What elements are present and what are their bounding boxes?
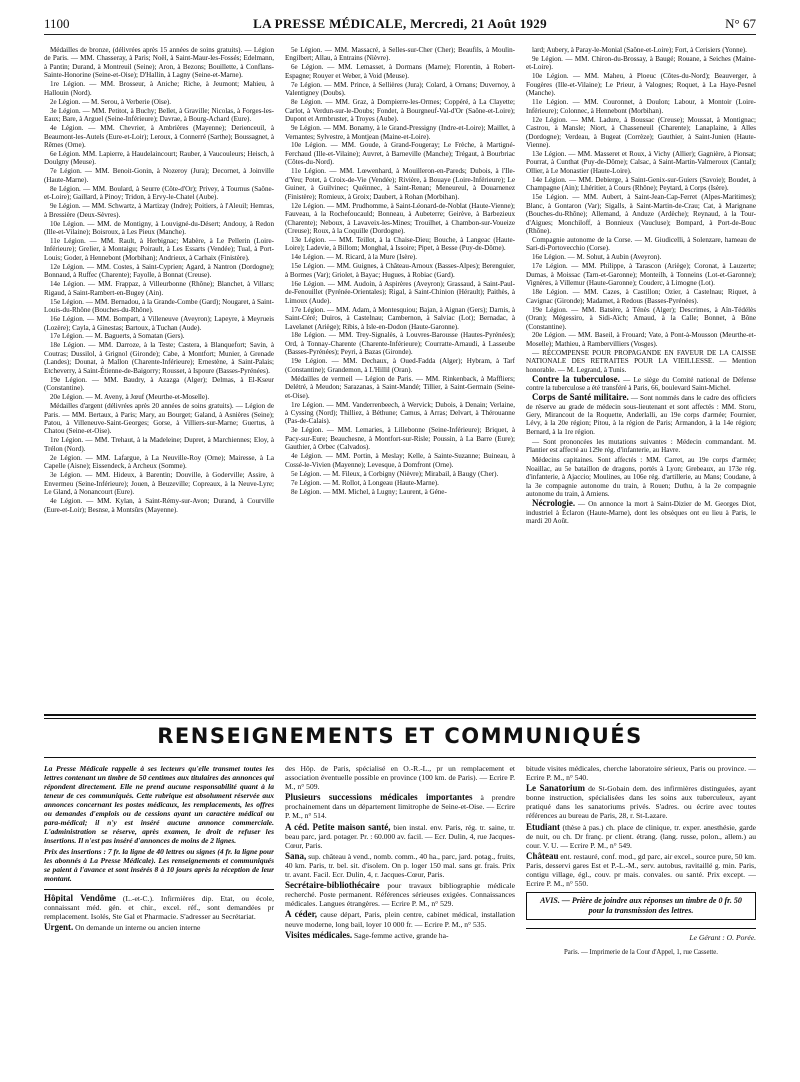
news-item bbox=[526, 499, 756, 525]
column-3 bbox=[526, 46, 756, 706]
paragraph: 10e Légion. — MM. de Montigny, à Louvigné-du-Désert; Andouy, à Redon (Ille-et-Vilaine); Boisroux, à Les Pieux (Manche). bbox=[44, 219, 274, 237]
paragraph: 11e Légion. — MM. Couronnet, à Doulon; Labour, à Montoir (Loire-Inférieure); Colonnec, à Hennebont (Morbihan). bbox=[526, 98, 756, 115]
paragraph: 18e Légion. — MM. Trey-Signalès, à Louvres-Barousse (Hautes-Pyrénées); Ord, à Tonnay-Charente (Charente-Inférieure); Courratte-Arnaudi, à Lasseube (Basses-Pyrénées); Peyri, à Bazas (Gironde). bbox=[285, 331, 515, 357]
ads-column-2 bbox=[285, 764, 515, 1074]
paragraph: 14e Légion. — MM. Frappaz, à Villeurbonne (Rhône); Blanchet, à Villars; Rigaud, à Saint-Rambert-en-Bugey (Ain). bbox=[44, 280, 274, 297]
news-item-title: Nécrologie. bbox=[532, 498, 576, 509]
paragraph: 20e Légion. — M. Aveny, à Jœuf (Meurthe-et-Moselle). bbox=[50, 393, 210, 402]
paragraph: 4e Légion. — MM. Portin, à Meslay; Kelle, à Sainte-Suzanne; Buineau, à Cossé-le-Vivien (Mayenne); Levesque, à Domfront (Orne). bbox=[285, 452, 515, 469]
column-2 bbox=[285, 46, 515, 706]
paragraph: 19e Légion. — MM. Dechaux, à Oued-Fadda (Alger); Hybram, à Tarf (Constantine); Grandemon, à L'Hillil (Oran). bbox=[285, 357, 515, 374]
paragraph: — RÉCOMPENSE POUR PROPAGANDE EN FAVEUR DE LA CAISSE NATIONALE DES RETRAITES POUR LA VIEILLESSE. — Mention honorable. — M. Legrand, à Tunis. bbox=[526, 348, 756, 374]
gerant-signature: Le Gérant : O. Porée. bbox=[526, 928, 756, 942]
paragraph: 12e Légion. — MM. Costes, à Saint-Cyprien; Agard, à Nantron (Dordogne); Bonnaud, à Ruffec (Charente); Fayolle, à Bonnat (Creuse). bbox=[44, 262, 274, 280]
paragraph: 20e Légion. — MM. Baseil, à Frouard; Vate, à Pont-à-Mousson (Meurthe-et-Moselle); Mathieu, à Rambervilliers (Vosges). bbox=[526, 331, 756, 348]
ad-item-title: Secrétaire-bibliothécaire bbox=[285, 880, 380, 891]
paragraph: 4e Légion. — MM. Kylan, à Saint-Rémy-sur-Avon; Durand, à Courville (Eure-et-Loir); Besnse, à Montsûrs (Mayenne). bbox=[44, 497, 274, 514]
paragraph: lard; Aubery, à Paray-le-Monial (Saône-et-Loire); Fort, à Cerisiers (Yonne). bbox=[532, 46, 747, 54]
paragraph: 14e Légion. — MM. Debierge, à Saint-Genix-sur-Guiers (Savoie); Boudet, à Champagne (Ain); Lhéritier, à Cours (Rhône); Peytard, à Corps (Isère). bbox=[526, 175, 756, 193]
paragraph: 16e Légion. — MM. Bompart, à Villeneuve (Aveyron); Lapeyre, à Meyrueis (Lozère); Cayla, à Ginestas; Bartoux, à Tuchan (Aude). bbox=[44, 315, 274, 332]
ad-item-title: Le Sanatorium bbox=[526, 783, 585, 794]
ad-item-text: ent. restauré, conf. mod., gd parc, air excel., source pure, 50 km. Paris, desservi gares Est et P.-L.-M., serv. autobus, ravitaillé g. min. Paris, contigu village, égl., couv. pr mais. convales. ou santé. Prix except. — Ecrire P. M., n° 550. bbox=[526, 851, 756, 889]
paragraph: 8e Légion. — MM. Michel, à Lugny; Laurent, à Géne- bbox=[291, 487, 447, 496]
banner-divider bbox=[44, 757, 756, 758]
paragraph: 1re Légion. — MM. Brosseur, à Aniche; Riche, à Jeumont; Mahieu, à Hallouin (Nord). bbox=[44, 80, 274, 97]
paragraph: 13e Légion. — MM. Masseret et Roux, à Vichy (Allier); Gagnière, à Pionsat; Pourrat, à Cunthat (Puy-de-Dôme); Calsac, à Saint-Martin-Valmeroux (Cantal); Ollier, à Le Monastier (Haute-Loire). bbox=[526, 149, 756, 175]
page-number: 1100 bbox=[44, 16, 70, 31]
ads-prices: Prix des insertions : 7 fr. la ligne de 40 lettres ou signes (4 fr. la ligne pour les abonnés à La Presse Médicale). Les renseignements et communiqués se paient à l'avance et sont insérés 8 à 10 jours après la réception de leur montant. bbox=[44, 847, 274, 883]
ads-intro-box bbox=[44, 764, 274, 890]
ad-item-text: des Hôp. de Paris, spécialisé en O.-R.-L., pr un remplacement et association éventuelle possible en province (100 km. de Paris). — Ecrire P. M., n° 509. bbox=[285, 764, 515, 792]
news-item-text: — Sont prononcées les mutations suivantes : Médecin commandant. M. Plantier est affecté au 129e rég. d'infanterie, au Havre. bbox=[526, 437, 756, 455]
ad-item-title: Etudiant bbox=[526, 821, 561, 832]
news-item-title: Corps de Santé militaire. bbox=[532, 392, 629, 403]
paragraph: 3e Légion. — MM. Petitot, à Buchy; Bellet, à Graville; Nicolas, à Forges-les-Eaux; Bare, à Arguel (Seine-Inférieure); Davrae, à Bourg-Achard (Eure). bbox=[44, 106, 274, 124]
ads-intro: La Presse Médicale rappelle à ses lecteurs qu'elle transmet toutes les lettres contenant un timbre de 50 centimes aux titulaires des annonces qui répondent directement. Elle ne prend aucune responsabilité quant à la teneur de ces communiqués. Cette rubrique est absolument réservée aux annonces concernant les postes médicaux, les remplacements, les offres ou demandes d'emplois ou de cessions ayant un caractère médical ou para-médical; il n'y est inséré aucune annonce commerciale. L'administration se réserve, après examen, le droit de refuser les insertions. Il n'est pas inséré d'annonces de moins de 2 lignes. bbox=[44, 764, 274, 845]
ad-item bbox=[285, 910, 515, 928]
news-item-text: — Sont nommés dans le cadre des officiers de réserve au grade de médecin sous-lieutenant et sont affectés : MM. Storu, Gery, Mirancout de la Roquette, Anderlalli, au 19e corps d'armée; Fournier, Lévy, à la 20e région; Pitou, à la région de Paris; Armandon, à la 14e région; Bernard, à la 1re région. bbox=[526, 394, 756, 436]
paragraph: 18e Légion. — MM. Darroze, à la Teste; Castera, à Blanquefort; Savin, à Coutras; Dussilol, à Grignol (Gironde); Cabe, à Montfort; Munier, à Grenade (Landes); Dounat, à Mallon (Charente-Inférieure); Ernestène, à Saint-Palais; Etcheverry, à Saint-Étienne-de-Baigorry; Rousset, à Ispoure (Basses-Pyrénées). bbox=[44, 341, 274, 375]
paragraph: 15e Légion. — MM. Bernadou, à la Grande-Combe (Gard); Nougaret, à Saint-Louis-du-Rhône (Bouches-du-Rhône). bbox=[44, 297, 274, 315]
ad-item-title: Plusieurs successions médicales importantes bbox=[285, 792, 473, 803]
paragraph: 8e Légion. — MM. Graz, à Dompierre-les-Ormes; Coppéré, à La Clayette; Carlot, à Verdun-sur-le-Doubs; Fondet, à Bourgneuf-Val-d'Or (Saône-et-Loire); Dupont et Armbruster, à Troyes (Aube). bbox=[285, 98, 515, 124]
news-item-text: — On annonce la mort à Saint-Dizier de M. Georges Diot, industriel à Éclaron (Haute-Marne), dont les obsèques ont eu lieu à Paris, le mardi 20 Août. bbox=[526, 500, 756, 525]
ad-item bbox=[285, 793, 515, 820]
ad-item-title: Château bbox=[526, 850, 559, 861]
paragraph: 17e Légion. — MM. Philippe, à Tarascon (Ariège); Coronat, à Lauzerte; Dumas, à Moissac (Tarn-et-Garonne); Monteilh, à Tonneins (Lot-et-Garonne); Vignères, à Villemur (Haute-Garonne); Couderc, à Limogne (Lot). bbox=[526, 262, 756, 288]
paragraph: 1re Légion. — MM. Vanderrenbeech, à Wervick; Dubois, à Denain; Verlaine, à Cyssing (Nord); Thilliez, à Béthune; Camus, à Arras; Delvart, à Thérouanne (Pas-de-Calais). bbox=[285, 400, 515, 426]
ad-item-text: pour travaux bibliographie médicale recherché. Poste permanent. Références sérieuses exigées. Connaissances médicales. Langues étrangères. — Ecrire P. M., n° 529. bbox=[285, 881, 515, 909]
paragraph: 3e Légion. — MM. Hideux, à Barentin; Douville, à Goderville; Assire, à Envermeu (Seine-Inférieure); Jouen, à Beuzeville; Copreaux, à la Neuve-Lyre; Le Gland, à Nonancourt (Eure). bbox=[44, 471, 274, 497]
paragraph: 2e Légion. — MM. Lafargue, à La Neuville-Roy (Orne); Mairesse, à La Capelle (Aisne); Eissendeck, à Archeux (Somme). bbox=[44, 453, 274, 471]
paragraph: 13e Légion. — MM. Teillot, à la Chaise-Dieu; Bouche, à Langeac (Haute-Loire); Ladevie, à Billom; Monghal, à Issoire; Pipet, à Besse (Puy-de-Dôme). bbox=[285, 235, 515, 253]
ad-item-text: cause départ, Paris, plein centre, cabinet médical, installation neuve moderne, long bail, loyer 10 000 fr. — Ecrire P. M., n° 535. bbox=[285, 910, 515, 929]
paragraph: 5e Légion. — M. Fileux, à Corbigny (Nièvre); Mirabail, à Baugy (Cher). bbox=[291, 469, 499, 478]
paragraph: 11e Légion. — MM. Rault, à Herbignac; Mabère, à Le Pellerin (Loire-Inférieure); Grelier, à Montaigu; Poirault, à Les Essarts (Vendée); Tual, à Port-Louis; Goder, à Hennebont (Morbihan); Andrieux, à Carhaix (Finistère). bbox=[44, 236, 274, 262]
ad-item-text: (thèse à pas.) ch. place de clinique, tr. exper. anesthésie, garde de nuit, ou ch. Dr franç. pr client. étrang. (lang. russe, polon., allem.) au cour. V. U. — Ecrire P. M., n° 549. bbox=[526, 822, 756, 850]
ad-item-text: On demande un interne ou ancien interne bbox=[73, 923, 201, 933]
paragraph: 16e Légion. — M. Sohut, à Aubin (Aveyron). bbox=[532, 253, 662, 262]
news-item bbox=[526, 437, 756, 455]
paragraph: Médailles de vermeil — Légion de Paris. — MM. Rinkenback, à Maffliers; Delétré, à Meudon; Sarazanas, à Saint-Mandé; Tillier, à Saint-Germain (Seine-et-Oise). bbox=[285, 374, 515, 400]
paragraph: 9e Légion. — MM. Chiron-du-Brossay, à Baugé; Rouane, à Seiches (Maine-et-Loire). bbox=[526, 54, 756, 72]
paragraph: 8e Légion. — MM. Boulard, à Seurre (Côte-d'Or); Privey, à Tournus (Saône-et-Loire); Gaillard, à Pinoy; Tridon, à Ervy-le-Chatel (Aube). bbox=[44, 184, 274, 202]
ad-item-text: bitude visites médicales, cherche laboratoire sérieux, Paris ou province. — Ecrire P. M., n° 540. bbox=[526, 764, 756, 783]
column-1 bbox=[44, 46, 274, 706]
paragraph: 3e Légion. — MM. Lemaries, à Lillebonne (Seine-Inférieure); Briquet, à Pacy-sur-Eure; Beauchesne, à Montfort-sur-Risle; Poussin, à La Barre (Eure); Gauthier, à Orbec (Calvados). bbox=[285, 426, 515, 452]
paragraph: 9e Légion. — MM. Bonamy, à le Grand-Pressigny (Indre-et-Loire); Maillet, à Vernantes; Sylvestre, à Montjean (Maine-et-Loire). bbox=[285, 124, 515, 141]
paragraph: 5e Légion. — MM. Massacré, à Selles-sur-Cher (Cher); Beaufils, à Moulin-Engilbert; Allau, à Entrains (Nièvre). bbox=[285, 46, 515, 63]
ad-item bbox=[285, 823, 515, 850]
paragraph: 16e Légion. — MM. Audoin, à Aspirères (Aveyron); Grassaud, à Saint-Paul-de-Fenouillet (Pyrénée-Orientales); Rigal, à Saint-Chinion (Hérault); Paithès, à Limoux (Aude). bbox=[285, 279, 515, 305]
paragraph: 6e Légion. MM. Lapierre, à Haudelaincourt; Rauber, à Vaucouleurs; Heisch, à Doulgny (Meuse). bbox=[44, 149, 274, 167]
ad-item-title: A céd. Petite maison santé, bbox=[285, 821, 391, 832]
news-item bbox=[526, 455, 756, 498]
news-item-text: Médecins capitaines. Sont affectés : MM. Carret, au 19e corps d'armée; Noaillac, au 5e bataillon de dragons, portés à Lyon; Grebeaux, au 173e rég. d'infanterie, à Ajaccio; Moulines, au 106e rég. d'artillerie, au Mans; Coudane, à la 3e compagnie autonome du train, à Rouen; Duthu, à la 2e compagnie autonome du train, à Amiens. bbox=[526, 456, 756, 499]
ad-item bbox=[285, 881, 515, 908]
ad-item-title: Urgent. bbox=[44, 922, 74, 933]
paragraph: 11e Légion. — MM. Lœwenhard, à Mouilleron-en-Pareds; Dubois, à l'Ile-d'Yeu; Potet, à Croix-de-Vie (Vendée); Rivière, à Bouaye (Loire-Inférieure); Le Guiner, à Guilvinec; Quéinnec, à Saint-Renan; Meneureul, à Douarnenez (Finistère); Romieux, à Groix; Daubert, à Rohan (Morbihan). bbox=[285, 167, 515, 201]
paragraph: 2e Légion. — M. Serou, à Verberie (Oise). bbox=[50, 97, 172, 106]
printer-line: Paris. — Imprimerie de la Cour d'Appel, 1, rue Cassette. bbox=[564, 949, 718, 957]
paragraph: 17e Légion. — M. Baguerts, à Somatan (Gers). bbox=[50, 332, 185, 341]
paragraph: 7e Légion. — MM. Prince, à Sellières (Jura); Colard, à Ornans; Duvernoy, à Valentigney (Doubs). bbox=[285, 80, 515, 98]
paragraph: 6e Légion. — MM. Lemasset, à Dormans (Marne); Florentin, à Robert-Espagne; Rouyer et Weber, à Void (Meuse). bbox=[285, 63, 515, 80]
page-header bbox=[44, 14, 756, 35]
paragraph: 14e Légion. — M. Ricard, à la Mure (Isère). bbox=[291, 253, 418, 262]
paragraph: Médailles de bronze, (délivrées après 15 années de soins gratuits). — Légion de Paris. — MM. Chasseray, à Paris; Noël, à Saint-Maur-les-Fossés; Edelmann, à Pantin; Durand, à Montreuil (Seine); Aron, à Bezons; Bouillette, à Conflans-Sainte-Honorine (Seine-et-Oise); D'Hallin, à Lagny (Seine-et-Marne). bbox=[44, 46, 274, 80]
ad-item bbox=[526, 852, 756, 888]
paragraph: 7e Légion. — MM. Benoit-Gonin, à Nozeroy (Jura); Decornet, à Joinville (Haute-Marne). bbox=[44, 167, 274, 184]
paragraph: Médailles d'argent (délivrées après 20 années de soins gratuits). — Légion de Paris. — MM. Bertaux, à Paris; Mary, au Bourget; Galand, à Asnières (Seine); Patou, à Villeneuve-Saint-Georges; Gorse, à Villiers-sur-Marne; Guertus, à Chatou (Seine-et-Oise). bbox=[44, 402, 274, 436]
ad-item-text: (L.-et-C.). Infirmières dip. Etat, ou école, connaissant méd. gén. et chir., excel. réf., sont demandées pr remplacement. Isolés, Ste Gal et Pharmacie. S'adresser au Secrétariat. bbox=[44, 894, 274, 922]
avis-notice: AVIS. — Prière de joindre aux réponses un timbre de 0 fr. 50 pour la transmission des lettres. bbox=[526, 892, 756, 920]
ads-column-3 bbox=[526, 764, 756, 1074]
paragraph: 18e Légion. — MM. Cazes, à Castillon; Ozier, à Castelnau; Riquet, à Cavignac (Gironde); Madamet, à Redous (Basses-Pyrénées). bbox=[526, 288, 756, 305]
paragraph: 19e Légion. — MM. Baudry, à Azazga (Alger); Delmas, à El-Kseur (Constantine). bbox=[44, 375, 274, 393]
paragraph: 15e Légion. — MM. Guignes, à Château-Arnoux (Basses-Alpes); Berenguier, à Bormes (Var); Griolet, à Bayac; Hugues, à Robiac (Gard). bbox=[285, 262, 515, 279]
paragraph: 15e Légion. — MM. Aubert, à Saint-Jean-Cap-Ferret (Alpes-Maritimes); Blanc, à Gontaron (Var); Sigalls, à Saint-Martin-de-Crau; Cat, à Marignane (Bouches-du-Rhône); Allemand, à Anduze (Ardèche); Reynaud, à la Tour-d'Aigues; Monchiloff, à Bonnieux (Vaucluse); Bompard, à Port-de-Bouc (Rhône). bbox=[526, 193, 756, 236]
ad-item bbox=[285, 764, 515, 791]
ad-item-text: à prendre prochainement dans un département limitrophe de Seine-et-Oise. — Ecrire P. M., n° 514. bbox=[285, 793, 515, 821]
ad-item-text: bien instal. env. Paris, rég. tr. saine, tr. beau parc, jard. potager. Pr. : 60.000 av. facil. — Ecr. Dulin, 4, rue Jacques-Cœur, Paris. bbox=[285, 822, 515, 850]
paragraph: 12e Légion. — MM. Prudhomme, à Saint-Léonard-de-Noblat (Haute-Vienne); Fauveau, à la Rochefoucauld; Bonneau, à Aubeterre; Geirève, à Barbezieux (Charente); Neboux, à Lavaveix-les-Mines; Trouilhet, à Chambon-sur-Voueize (Creuse); Roux, à la Coquille (Dordogne). bbox=[285, 201, 515, 236]
journal-title: LA PRESSE MÉDICALE, Mercredi, 21 Août 1929 bbox=[253, 16, 547, 31]
news-item-title: Contre la tuberculose. bbox=[532, 373, 620, 384]
ad-item bbox=[285, 931, 515, 940]
ad-item-title: A céder, bbox=[285, 909, 318, 920]
ad-item-text: Sage-femme active, grande ha- bbox=[352, 930, 449, 940]
ad-item-title: Hôpital Vendôme bbox=[44, 893, 116, 903]
ad-item-text: sup. château à vend., nomb. comm., 40 ha., parc, jard. potag., fruits, 40 km. Paris, tr. bel. sit. d'isolem. On p. loger 150 mal. sans gr. frais. Prix tr. avant. Facil. Ecr. Dulin, 4, r. Jacques-Cœur, Paris. bbox=[285, 851, 515, 880]
paragraph: 4e Légion. — MM. Chevrier, à Ambrières (Mayenne); Derienceuil, à Beaumont-les-Autels (Eure-et-Loir); Leroux, à Connerré (Sarthe); Boussagnet, à Rêmes (Orne). bbox=[44, 124, 274, 149]
news-item bbox=[526, 375, 756, 393]
ad-item bbox=[44, 923, 274, 932]
paragraph: 12e Légion. — MM. Ladure, à Boussac (Creuse); Moussat, à Montignac; Castrou, à Mansle; Niort, à Chasseneuil (Charente); Lanaplaine, à Alles (Dordogne); Verdeau, à Bugeat (Corrèze); Gauthier, à Saint-Junien (Haute-Vienne). bbox=[526, 115, 756, 149]
ad-item bbox=[526, 823, 756, 850]
paragraph: 9e Légion. — MM. Schwartz, à Martizay (Indre); Poitiers, à l'Aleuil; Hemras, à Bressière (Deux-Sèvres). bbox=[44, 202, 274, 219]
ad-item-text: de St-Gobain dem. des infirmières distinguées, ayant bonne instruction, spécialisées dans les soins aux tuberculeux, ayant pratiqué dans les sanatoriums privés. S'adres. ou écrire avec toutes références au bureau de Paris, 28, r. St-Lazare. bbox=[526, 784, 756, 821]
ad-item bbox=[526, 764, 756, 782]
section-banner: RENSEIGNEMENTS ET COMMUNIQUÉS bbox=[157, 724, 643, 748]
paragraph: 10e Légion. — MM. Goude, à Grand-Fougeray; Le Frèche, à Martigné-Ferchaud (Ille-et-Vilaine); Auvret, à Barneville (Manche); Trégaut, à Bourbriac (Côtes-du-Nord). bbox=[285, 141, 515, 167]
section-divider bbox=[44, 714, 756, 716]
news-item-text: — Le siège du Comité national de Défense contre la tuberculose a été transféré à Paris, 66, boulevard Saint-Michel. bbox=[526, 375, 756, 393]
paragraph: 10e Légion. — MM. Maheu, à Ploeuc (Côtes-du-Nord); Beauverger, à Fougères (Ille-et-Vilaine); Le Prieur, à Valognes; Roquet, à La Haye-Pesnel (Manche). bbox=[526, 72, 756, 98]
ad-item-title: Sana, bbox=[285, 850, 307, 861]
issue-number: N° 67 bbox=[725, 16, 756, 31]
paragraph: Compagnie autonome de la Corse. — M. Giudicelli, à Solenzare, hameau de Sari-di-Portovecchio (Corse). bbox=[526, 235, 756, 253]
paragraph: 7e Légion. — M. Rollot, à Longeau (Haute-Marne). bbox=[291, 478, 439, 487]
ad-item bbox=[44, 894, 274, 921]
paragraph: 1re Légion. — MM. Trehaut, à la Madeleine; Dupret, à Marchiennes; Eloy, à Trélon (Nord). bbox=[44, 436, 274, 453]
paragraph: 19e Légion. — MM. Batsère, à Ténès (Alger); Descrimes, à Aïn-Tédélès (Oran); Mégessiro, à Sidi-Aïch; Amaud, à la Calle; Bonnet, à Bône (Constantine). bbox=[526, 305, 756, 331]
ad-item-title: Visites médicales. bbox=[285, 929, 353, 940]
ad-item bbox=[285, 852, 515, 879]
ad-item bbox=[526, 784, 756, 820]
ads-column-1 bbox=[44, 764, 274, 1074]
paragraph: 17e Légion. — MM. Adam, à Montesquiou; Bajan, à Aignan (Gers); Darnis, à Saint-Céré; Duiros, à Castelnau; Cambernon, à Salviac (Lot); Bernadac, à Lavelanet (Ariège); Ribis, à Isle-en-Dodon (Haute-Garonne). bbox=[285, 305, 515, 331]
section-divider-thin bbox=[44, 718, 756, 719]
news-item bbox=[526, 393, 756, 436]
